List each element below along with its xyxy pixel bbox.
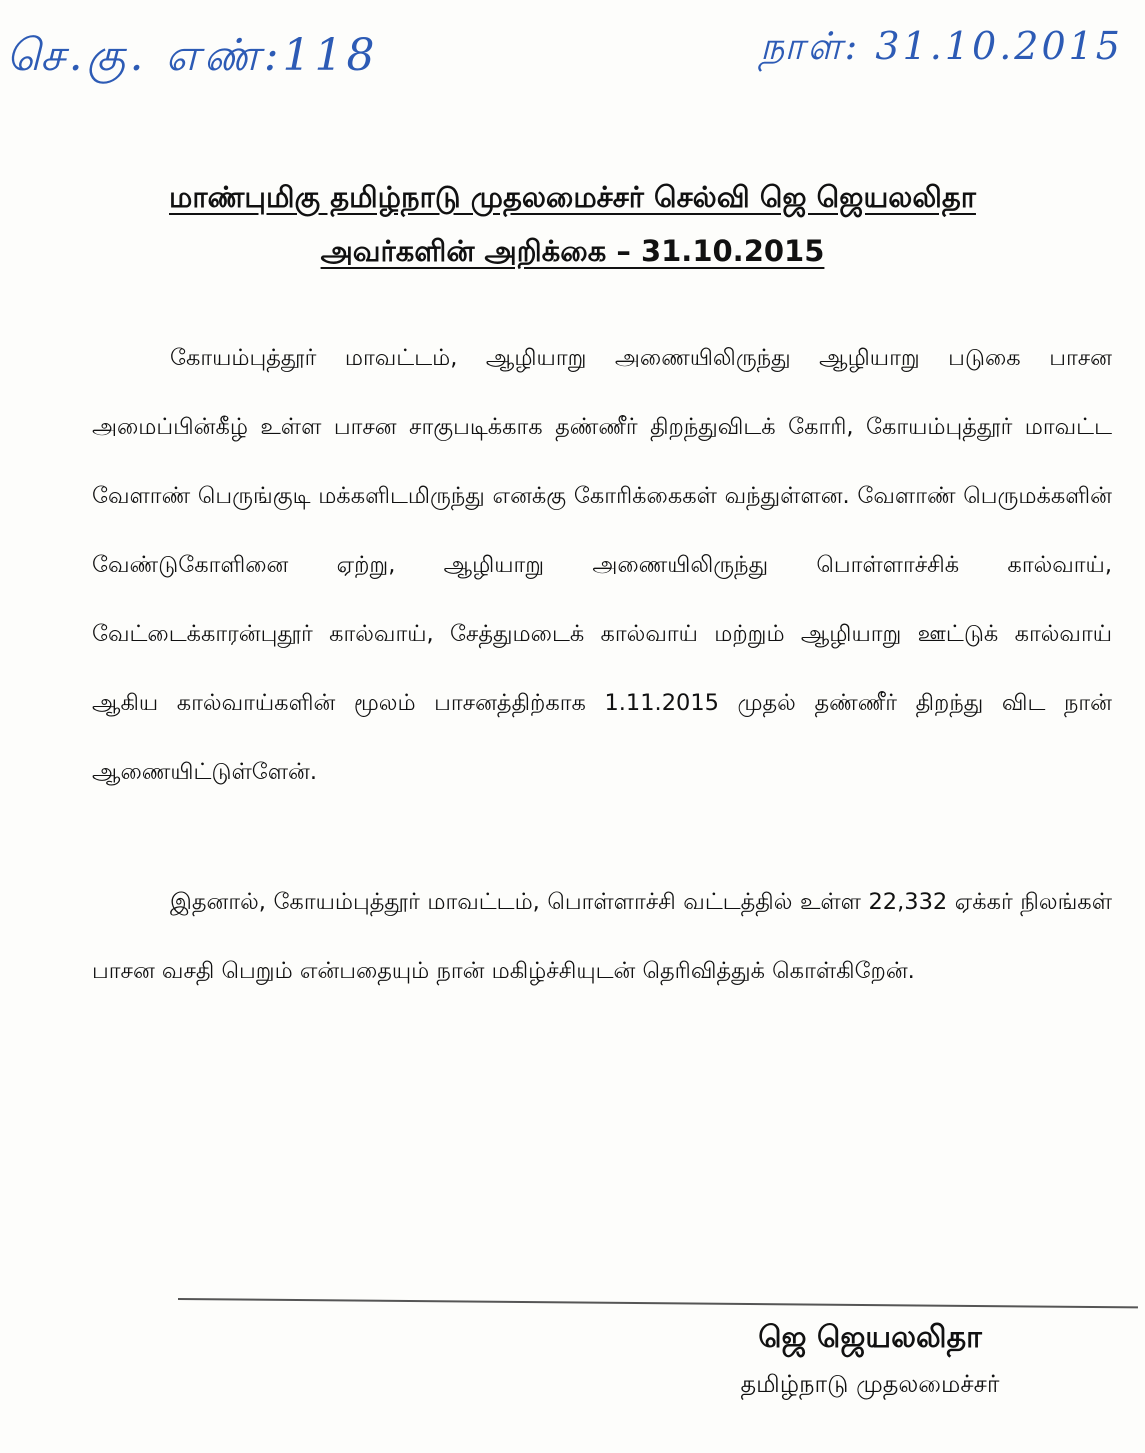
document-title-line-2: அவர்களின் அறிக்கை – 31.10.2015 xyxy=(320,234,825,268)
handwritten-date: நாள்: 31.10.2015 xyxy=(760,24,1123,68)
document-title-line-1: மாண்புமிகு தமிழ்நாடு முதலமைச்சர் செல்வி ஜெ ஜெயலலிதா xyxy=(169,180,976,214)
signatory-title: தமிழ்நாடு முதலமைச்சர் xyxy=(740,1370,1000,1398)
statement-paragraph-2: இதனால், கோயம்புத்தூர் மாவட்டம், பொள்ளாச்சி வட்டத்தில் உள்ள 22,332 ஏக்கர் நிலங்கள் பாசன வசதி பெறும் என்பதையும் நான் மகிழ்ச்சியுடன் தெரிவித்துக் கொள்கிறேன். xyxy=(92,889,1112,984)
handwritten-reference-number: செ.கு. எண்:118 xyxy=(6,30,379,81)
signature-divider xyxy=(178,1298,1138,1308)
signatory-name: ஜெ ஜெயலலிதா xyxy=(758,1320,982,1355)
statement-paragraph-1: கோயம்புத்தூர் மாவட்டம், ஆழியாறு அணையிலிருந்து ஆழியாறு படுகை பாசன அமைப்பின்கீழ் உள்ள பாசன சாகுபடிக்காக தண்ணீர் திறந்துவிடக் கோரி, கோயம்புத்தூர் மாவட்ட வேளாண் பெருங்குடி மக்களிடமிருந்து எனக்கு கோரிக்கைகள் வந்துள்ளன. வேளாண் பெருமக்களின் வேண்டுகோளினை ஏற்று, ஆழியாறு அணையிலிருந்து பொள்ளாச்சிக் கால்வாய், வேட்டைக்காரன்புதூர் கால்வாய், சேத்துமடைக் கால்வாய் மற்றும் ஆழியாறு ஊட்டுக் கால்வாய் ஆகிய கால்வாய்களின் மூலம் பாசனத்திற்காக 1.11.2015 முதல் தண்ணீர் திறந்து விட நான் ஆணையிட்டுள்ளேன். xyxy=(92,345,1112,785)
